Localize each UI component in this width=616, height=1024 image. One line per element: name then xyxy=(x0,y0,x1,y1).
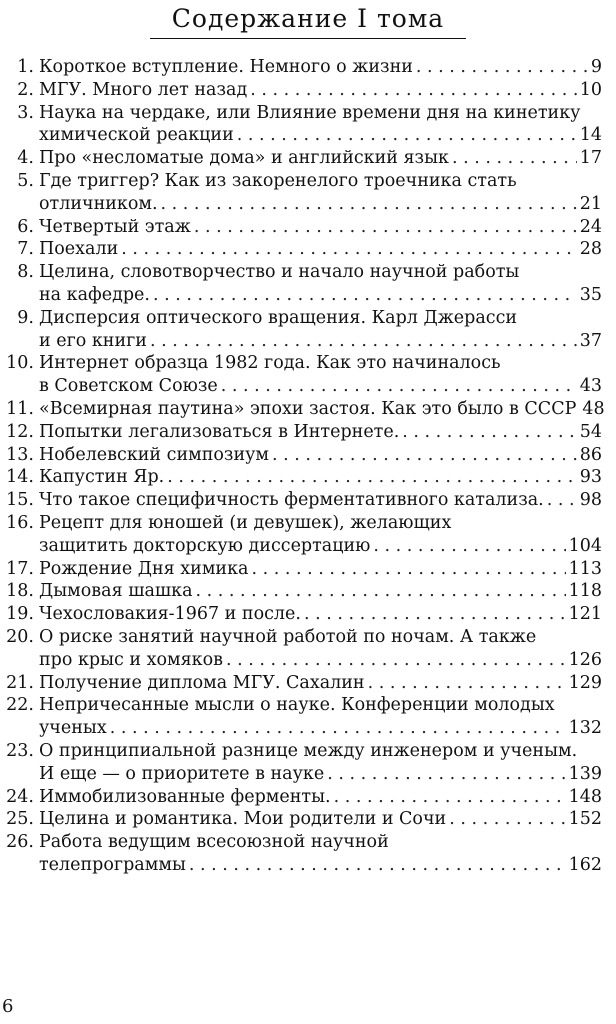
toc-entry xyxy=(0,79,616,102)
entry-title-line: И еще — о приоритете в науке xyxy=(39,763,325,784)
dot-leader xyxy=(327,763,565,786)
toc-entry xyxy=(0,352,616,398)
toc-entry xyxy=(0,831,616,877)
dot-leader xyxy=(272,444,577,467)
entry-number: 1. xyxy=(17,57,34,77)
entry-number: 11. xyxy=(6,398,34,419)
entry-title-line: Интернет образца 1982 года. Как это начиналось xyxy=(39,353,501,374)
entry-number: 2. xyxy=(17,79,34,100)
entry-page-number: 98 xyxy=(579,490,602,511)
toc-entry xyxy=(0,147,616,170)
entry-page-number: 113 xyxy=(568,558,602,579)
entry-number: 9. xyxy=(17,307,34,328)
toc-entry xyxy=(0,444,616,467)
toc-entry xyxy=(0,307,616,353)
entry-title-line: на кафедре. xyxy=(39,284,150,305)
entry-title-line: и его книги xyxy=(39,330,147,351)
entry-title-line: МГУ. Много лет назад xyxy=(39,79,248,100)
entry-title-line: Чехословакия-1967 и после. xyxy=(39,604,301,625)
toc-entry xyxy=(0,603,616,626)
toc-entry xyxy=(0,216,616,239)
entry-page-number: 152 xyxy=(568,809,602,830)
toc-entry xyxy=(0,238,616,261)
dot-leader xyxy=(416,56,588,79)
entry-title-line: Поехали xyxy=(39,239,119,260)
title-underline xyxy=(150,38,466,39)
entry-title-line: Капустин Яр. xyxy=(39,467,165,488)
entry-page-number: 93 xyxy=(579,467,602,488)
entry-number: 23. xyxy=(6,740,34,761)
entry-title-line: в Советском Союзе xyxy=(39,376,218,397)
toc-entry xyxy=(0,626,616,672)
dot-leader xyxy=(167,466,577,489)
dot-leader xyxy=(189,854,566,877)
page-number: 6 xyxy=(2,996,14,1017)
entry-page-number: 162 xyxy=(568,854,602,875)
dot-leader xyxy=(547,489,577,512)
entry-title-line: Целина, словотворчество и начало научной работы xyxy=(39,262,520,283)
entry-page-number: 10 xyxy=(579,79,602,100)
toc-entry xyxy=(0,261,616,307)
dot-leader xyxy=(250,79,576,102)
entry-title-line: Непричесанные мысли о науке. Конференции молодых xyxy=(39,695,555,716)
dot-leader xyxy=(153,284,577,307)
toc-entry xyxy=(0,466,616,489)
entry-title-line: Целина и романтика. Мои родители и Сочи xyxy=(39,809,447,830)
dot-leader xyxy=(402,421,576,444)
entry-number: 18. xyxy=(6,581,34,602)
entry-number: 14. xyxy=(6,467,34,488)
entry-title-line: Дымовая шашка xyxy=(39,581,193,602)
toc-entry xyxy=(0,512,616,558)
entry-title-line: Попытки легализоваться в Интернете. xyxy=(39,421,400,442)
dot-leader xyxy=(150,330,577,353)
dot-leader xyxy=(161,193,577,216)
toc-entry xyxy=(0,672,616,695)
entry-title-line: защитить докторскую диссертацию xyxy=(39,535,371,556)
entry-page-number: 24 xyxy=(579,216,602,237)
dot-leader xyxy=(221,375,577,398)
entry-page-number: 132 xyxy=(568,718,602,739)
toc-entry xyxy=(0,102,616,148)
toc-entry xyxy=(0,56,616,79)
entry-title-line: отличником. xyxy=(39,193,158,214)
table-of-contents xyxy=(0,56,616,877)
entry-page-number: 129 xyxy=(568,672,602,693)
entry-title-line: Короткое вступление. Немного о жизни xyxy=(39,57,413,77)
toc-entry xyxy=(0,740,616,786)
toc-entry xyxy=(0,170,616,216)
entry-number: 26. xyxy=(6,832,34,853)
entry-number: 12. xyxy=(6,421,34,442)
entry-page-number: 17 xyxy=(579,148,602,169)
entry-number: 6. xyxy=(17,216,34,237)
entry-title-line: Нобелевский симпозиум xyxy=(39,444,270,465)
entry-page-number: 121 xyxy=(568,604,602,625)
dot-leader xyxy=(196,580,566,603)
entry-title-line: Наука на чердаке, или Влияние времени дня на кинетику xyxy=(39,102,581,123)
entry-title-line: Рецепт для юношей (и девушек), желающих xyxy=(39,512,452,533)
dot-leader xyxy=(110,717,566,740)
entry-title-line: химической реакции xyxy=(39,125,234,146)
entry-page-number: 14 xyxy=(579,125,602,146)
entry-title-line: Что такое специфичность ферментативного катализа. xyxy=(39,490,544,511)
entry-page-number: 35 xyxy=(579,284,602,305)
entry-page-number: 28 xyxy=(579,239,602,260)
toc-entry xyxy=(0,421,616,444)
entry-page-number: 86 xyxy=(579,444,602,465)
entry-title-line: Рождение Дня химика xyxy=(39,558,249,579)
entry-number: 3. xyxy=(17,102,34,123)
entry-title-line: ученых xyxy=(39,718,107,739)
entry-number: 20. xyxy=(6,626,34,647)
entry-number: 19. xyxy=(6,604,34,625)
entry-title-line: Работа ведущим всесоюзной научной xyxy=(39,832,389,853)
entry-title-line: «Всемирная паутина» эпохи застоя. Как это было в СССР xyxy=(39,398,577,419)
dot-leader xyxy=(334,786,566,809)
entry-page-number: 21 xyxy=(579,193,602,214)
dot-leader xyxy=(194,216,577,239)
toc-entry xyxy=(0,489,616,512)
entry-number: 17. xyxy=(6,558,34,579)
page-title: Содержание I тома xyxy=(171,4,445,33)
entry-title-line: О принципиальной разнице между инженером и ученым. xyxy=(39,740,578,761)
dot-leader xyxy=(449,808,565,831)
entry-number: 7. xyxy=(17,239,34,260)
entry-page-number: 43 xyxy=(579,376,602,397)
dot-leader xyxy=(237,124,577,147)
toc-entry xyxy=(0,580,616,603)
entry-number: 13. xyxy=(6,444,34,465)
entry-title-line: О риске занятий научной работой по ночам. А также xyxy=(39,626,537,647)
entry-number: 15. xyxy=(6,490,34,511)
dot-leader xyxy=(226,649,566,672)
entry-number: 10. xyxy=(6,353,34,374)
toc-entry xyxy=(0,558,616,581)
entry-title-line: про крыс и хомяков xyxy=(39,649,224,670)
entry-page-number: 148 xyxy=(568,786,602,807)
entry-number: 16. xyxy=(6,512,34,533)
toc-entry xyxy=(0,694,616,740)
dot-leader xyxy=(373,535,565,558)
entry-page-number: 104 xyxy=(568,535,602,556)
entry-page-number: 118 xyxy=(568,581,602,602)
entry-number: 8. xyxy=(17,262,34,283)
entry-page-number: 48 xyxy=(582,398,605,419)
dot-leader xyxy=(121,238,576,261)
entry-title-line: телепрограммы xyxy=(39,854,186,875)
entry-number: 4. xyxy=(17,148,34,169)
dot-leader xyxy=(251,558,565,581)
dot-leader xyxy=(304,603,566,626)
toc-entry xyxy=(0,808,616,831)
entry-title-line: Дисперсия оптического вращения. Карл Джерасси xyxy=(39,307,518,328)
dot-leader xyxy=(452,147,577,170)
entry-number: 25. xyxy=(6,809,34,830)
entry-title-line: Получение диплома МГУ. Сахалин xyxy=(39,672,365,693)
entry-page-number: 54 xyxy=(579,421,602,442)
toc-entry xyxy=(0,786,616,809)
dot-leader xyxy=(368,672,566,695)
entry-page-number: 126 xyxy=(568,649,602,670)
entry-number: 24. xyxy=(6,786,34,807)
page-header xyxy=(40,2,576,36)
entry-page-number: 37 xyxy=(579,330,602,351)
entry-number: 21. xyxy=(6,672,34,693)
entry-page-number: 139 xyxy=(568,763,602,784)
entry-page-number: 9 xyxy=(590,57,602,77)
entry-title-line: Где триггер? Как из закоренелого троечника стать xyxy=(39,170,517,191)
entry-title-line: Иммобилизованные ферменты. xyxy=(39,786,331,807)
entry-number: 5. xyxy=(17,170,34,191)
toc-entry xyxy=(0,398,616,421)
entry-title-line: Четвертый этаж xyxy=(39,216,191,237)
entry-title-line: Про «несломатые дома» и английский язык xyxy=(39,148,449,169)
entry-number: 22. xyxy=(6,695,34,716)
